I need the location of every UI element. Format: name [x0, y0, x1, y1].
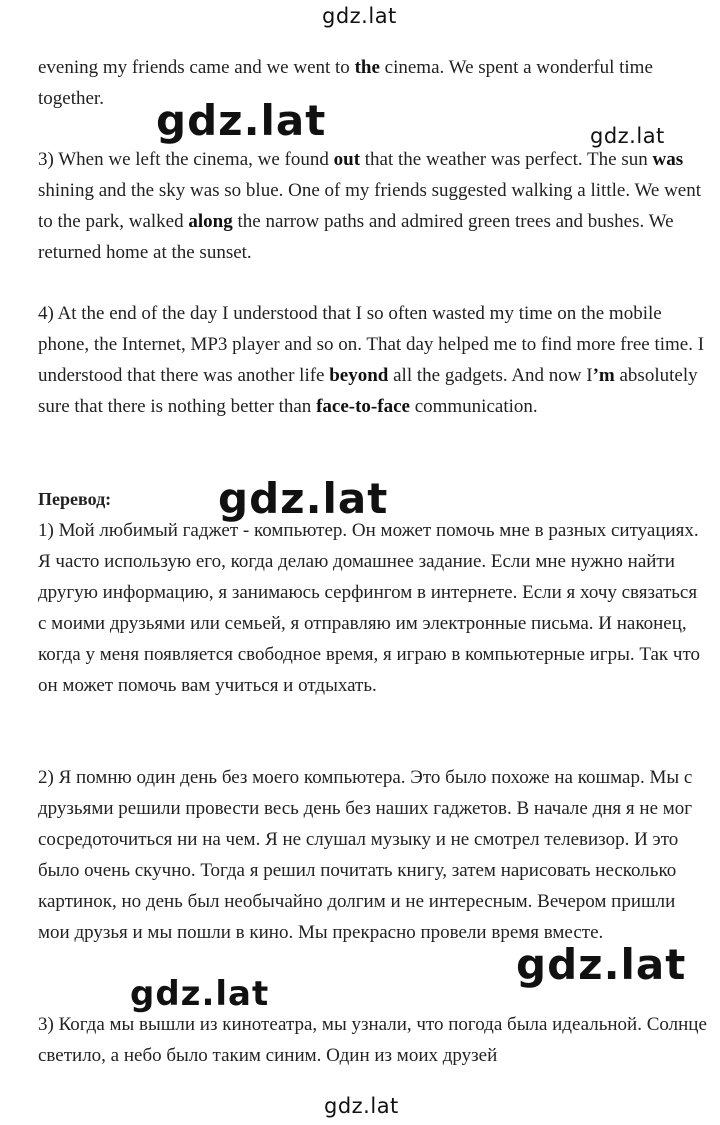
bold-keyword: ’m: [592, 365, 615, 386]
translation-heading: Перевод:: [38, 489, 112, 509]
watermark-large-4: gdz.lat: [130, 974, 270, 1014]
bold-keyword: out: [333, 149, 361, 170]
english-paragraph-4: [38, 298, 710, 422]
translation-paragraph-2: 2) Я помню один день без моего компьютера. Это было похоже на кошмар. Мы с друзьями решили провести весь день без наших гаджетов. В начале дня я не мог сосредоточиться ни на чем. Я не слушал музыку и не смотрел телевизор. И это было очень скучно. Тогда я решил почитать книгу, затем нарисовать несколько картинок, но день был необычайно долгим и не интересным. Вечером пришли мои друзья и мы пошли в кино. Мы прекрасно провели время вместе.: [38, 767, 693, 943]
watermark-large-1: gdz.lat: [156, 96, 327, 145]
text-run: that the weather was perfect. The sun: [360, 149, 653, 170]
translation-paragraph-3: 3) Когда мы вышли из кинотеатра, мы узнали, что погода была идеальной. Солнце светило, а небо было таким синим. Один из моих друзей: [38, 1014, 707, 1066]
watermark-top: gdz.lat: [322, 4, 397, 28]
text-run: communication.: [409, 396, 538, 417]
text-run: absolutely sure that there is nothing better than: [38, 365, 698, 417]
text-run: 4) At the end of the day I understood that I so often wasted my time on the mobile phone, the Internet, MP3 player and so on. That day helped me to find more free time. I understood that there was another life: [38, 303, 705, 386]
text-run: cinema. We spent a wonderful time together.: [38, 57, 653, 109]
bold-keyword: along: [188, 211, 233, 232]
text-run: the narrow paths and admired green trees and bushes. We returned home at the sunset.: [38, 211, 674, 263]
text-run: all the gadgets. And now I: [388, 365, 593, 386]
translation-paragraph-1: 1) Мой любимый гаджет - компьютер. Он может помочь мне в разных ситуациях. Я часто использую его, когда делаю домашнее задание. Если мне нужно найти другую информацию, я занимаюсь серфингом в интернете. Если я хочу связаться с моими друзьями или семьей, я отправляю им электронные письма. И наконец, когда у меня появляется свободное время, я играю в компьютерные игры. Так что он может помочь вам учиться и отдыхать.: [38, 520, 701, 696]
watermark-large-3: gdz.lat: [516, 940, 687, 989]
bold-keyword: was: [652, 149, 684, 170]
watermark-bottom: gdz.lat: [324, 1094, 399, 1118]
watermark-large-2: gdz.lat: [218, 474, 389, 523]
english-paragraph-continuation: [38, 52, 710, 114]
watermark-small-right: gdz.lat: [590, 124, 665, 148]
bold-keyword: beyond: [329, 365, 389, 386]
bold-keyword: face-to-face: [316, 396, 410, 417]
text-run: evening my friends came and we went to: [38, 57, 355, 78]
text-run: 3) When we left the cinema, we found: [38, 149, 334, 170]
bold-keyword: the: [354, 57, 380, 78]
english-paragraph-3: [38, 144, 710, 268]
text-run: shining and the sky was so blue. One of my friends suggested walking a little. We went to the park, walked: [38, 180, 702, 232]
